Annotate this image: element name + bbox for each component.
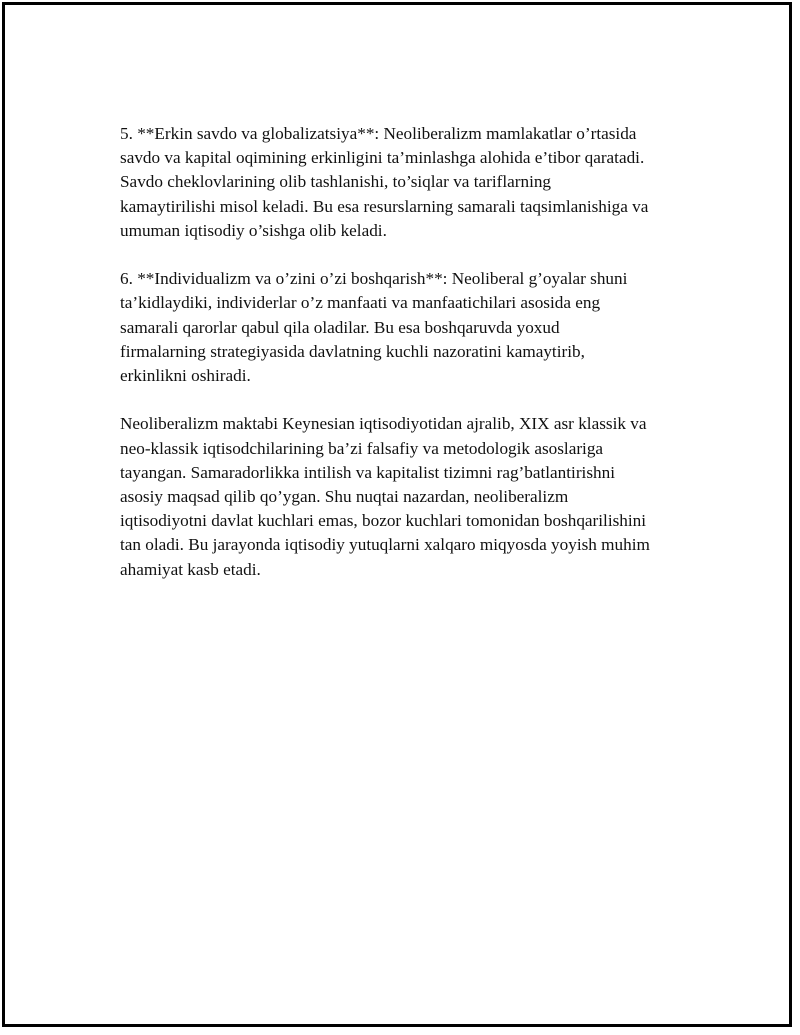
text-line: kamaytirilishi misol keladi. Bu esa resurslarning samarali taqsimlanishiga va (120, 196, 649, 216)
text-line: 6. **Individualizm va o’zini o’zi boshqarish**: Neoliberal g’oyalar shuni (120, 269, 628, 289)
text-line: asosiy maqsad qilib qo’ygan. Shu nuqtai nazardan, neoliberalizm (120, 487, 569, 507)
text-line: erkinlikni oshiradi. (120, 366, 251, 386)
text-line: Neoliberalizm maktabi Keynesian iqtisodiyotidan ajralib, XIX asr klassik va (120, 414, 647, 434)
text-line: tayangan. Samaradorlikka intilish va kapitalist tizimni rag’batlantirishni (120, 462, 615, 482)
text-line: samarali qarorlar qabul qila oladilar. Bu esa boshqaruvda yoxud (120, 317, 560, 337)
text-line: ta’kidlaydiki, individerlar o’z manfaati va manfaatichilari asosida eng (120, 293, 601, 313)
text-line: ahamiyat kasb etadi. (120, 559, 261, 579)
paragraph-free-trade (120, 122, 700, 243)
text-line: neo-klassik iqtisodchilarining ba’zi falsafiy va metodologik asoslariga (120, 438, 604, 458)
text-line: 5. **Erkin savdo va globalizatsiya**: Neoliberalizm mamlakatlar o’rtasida (120, 124, 637, 143)
text-line: umuman iqtisodiy o’sishga olib keladi. (120, 220, 387, 240)
document-page (2, 2, 792, 1027)
text-line: firmalarning strategiyasida davlatning kuchli nazoratini kamaytirib, (120, 341, 585, 361)
text-line: tan oladi. Bu jarayonda iqtisodiy yutuqlarni xalqaro miqyosda yoyish muhim (120, 535, 650, 555)
document-body (120, 122, 700, 606)
text-line: iqtisodiyotni davlat kuchlari emas, bozor kuchlari tomonidan boshqarilishini (120, 511, 647, 531)
text-line: savdo va kapital oqimining erkinligini ta’minlashga alohida e’tibor qaratadi. (120, 148, 645, 168)
paragraph-neoliberalism-school (120, 412, 700, 581)
paragraph-individualism (120, 267, 700, 388)
text-line: Savdo cheklovlarining olib tashlanishi, to’siqlar va tariflarning (120, 172, 552, 192)
